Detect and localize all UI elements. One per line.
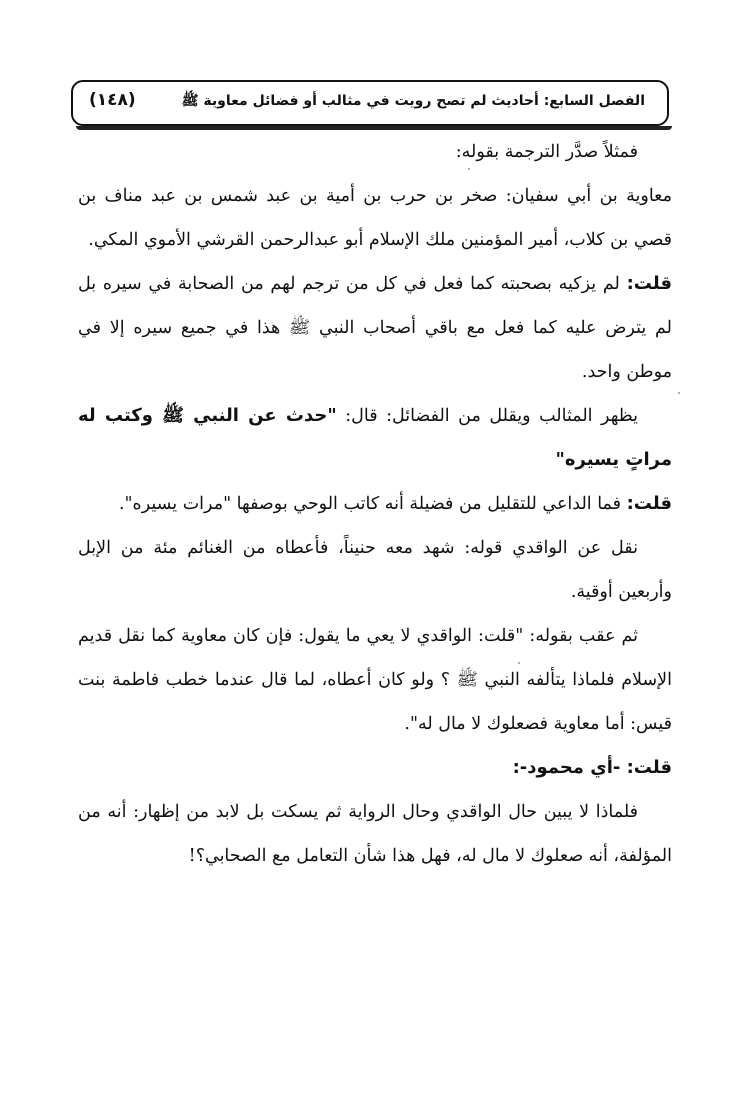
paragraph-waqidi: نقل عن الواقدي قوله: شهد معه حنيناً، فأعطاه من الغنائم مئة من الإبل وأربعين أوقية. xyxy=(78,538,672,602)
running-header xyxy=(71,80,669,126)
paragraph-rebuttal: ثم عقب بقوله: "قلت: الواقدي لا يعي ما يقول: فإن كان معاوية كما نقل قديم الإسلام فلماذا يتألفه النبي ﷺ ؟ ولو كان أعطاه، لما قال عندما خطب فاطمة بنت قيس: أما معاوية فصعلوك لا مال له". xyxy=(78,626,672,734)
qult-label: قلت: xyxy=(626,493,672,514)
paragraph-text: يظهر المثالب ويقلل من الفضائل: قال: xyxy=(336,406,638,426)
qult-label: قلت: -أي محمود-: xyxy=(512,757,672,778)
paragraph-text: لم يزكيه بصحبته كما فعل في كل من ترجم لهم من الصحابة في سيره بل لم يترض عليه كما فعل مع باقي أصحاب النبي ﷺ هذا في جميع سيره إلا في موطن واحد. xyxy=(78,274,672,382)
paragraph-mathalib xyxy=(78,394,672,482)
bold-quote: "حدث عن النبي ﷺ وكتب له مراتٍ يسيره" xyxy=(78,405,672,470)
page-number: (١٤٨) xyxy=(89,90,136,110)
paragraph-comment-1 xyxy=(78,262,672,394)
page-body xyxy=(78,130,672,878)
paragraph-conclusion: فلماذا لا يبين حال الواقدي وحال الرواية ثم يسكت بل لابد من إظهار: أنه من المؤلفة، أنه صعلوك لا مال له، فهل هذا شأن التعامل مع الصحابي؟! xyxy=(78,802,672,866)
qult-label: قلت: xyxy=(626,273,672,294)
scan-speck xyxy=(678,392,680,394)
paragraph-comment-2 xyxy=(78,482,672,526)
scan-speck xyxy=(468,168,470,170)
paragraph-comment-3 xyxy=(78,746,672,790)
paragraph-text: فما الداعي للتقليل من فضيلة أنه كاتب الوحي بوصفها "مرات يسيره". xyxy=(118,494,627,514)
chapter-title: الفصل السابع: أحاديث لم تصح رويت في مثالب أو فضائل معاوية ﷺ xyxy=(181,93,645,109)
scan-speck xyxy=(518,662,520,664)
paragraph-intro: فمثلاً صدَّر الترجمة بقوله: xyxy=(455,142,638,162)
paragraph-biography: معاوية بن أبي سفيان: صخر بن حرب بن أمية بن عبد شمس بن عبد مناف بن قصي بن كلاب، أمير المؤمنين ملك الإسلام أبو عبدالرحمن القرشي الأموي المكي. xyxy=(78,186,672,250)
